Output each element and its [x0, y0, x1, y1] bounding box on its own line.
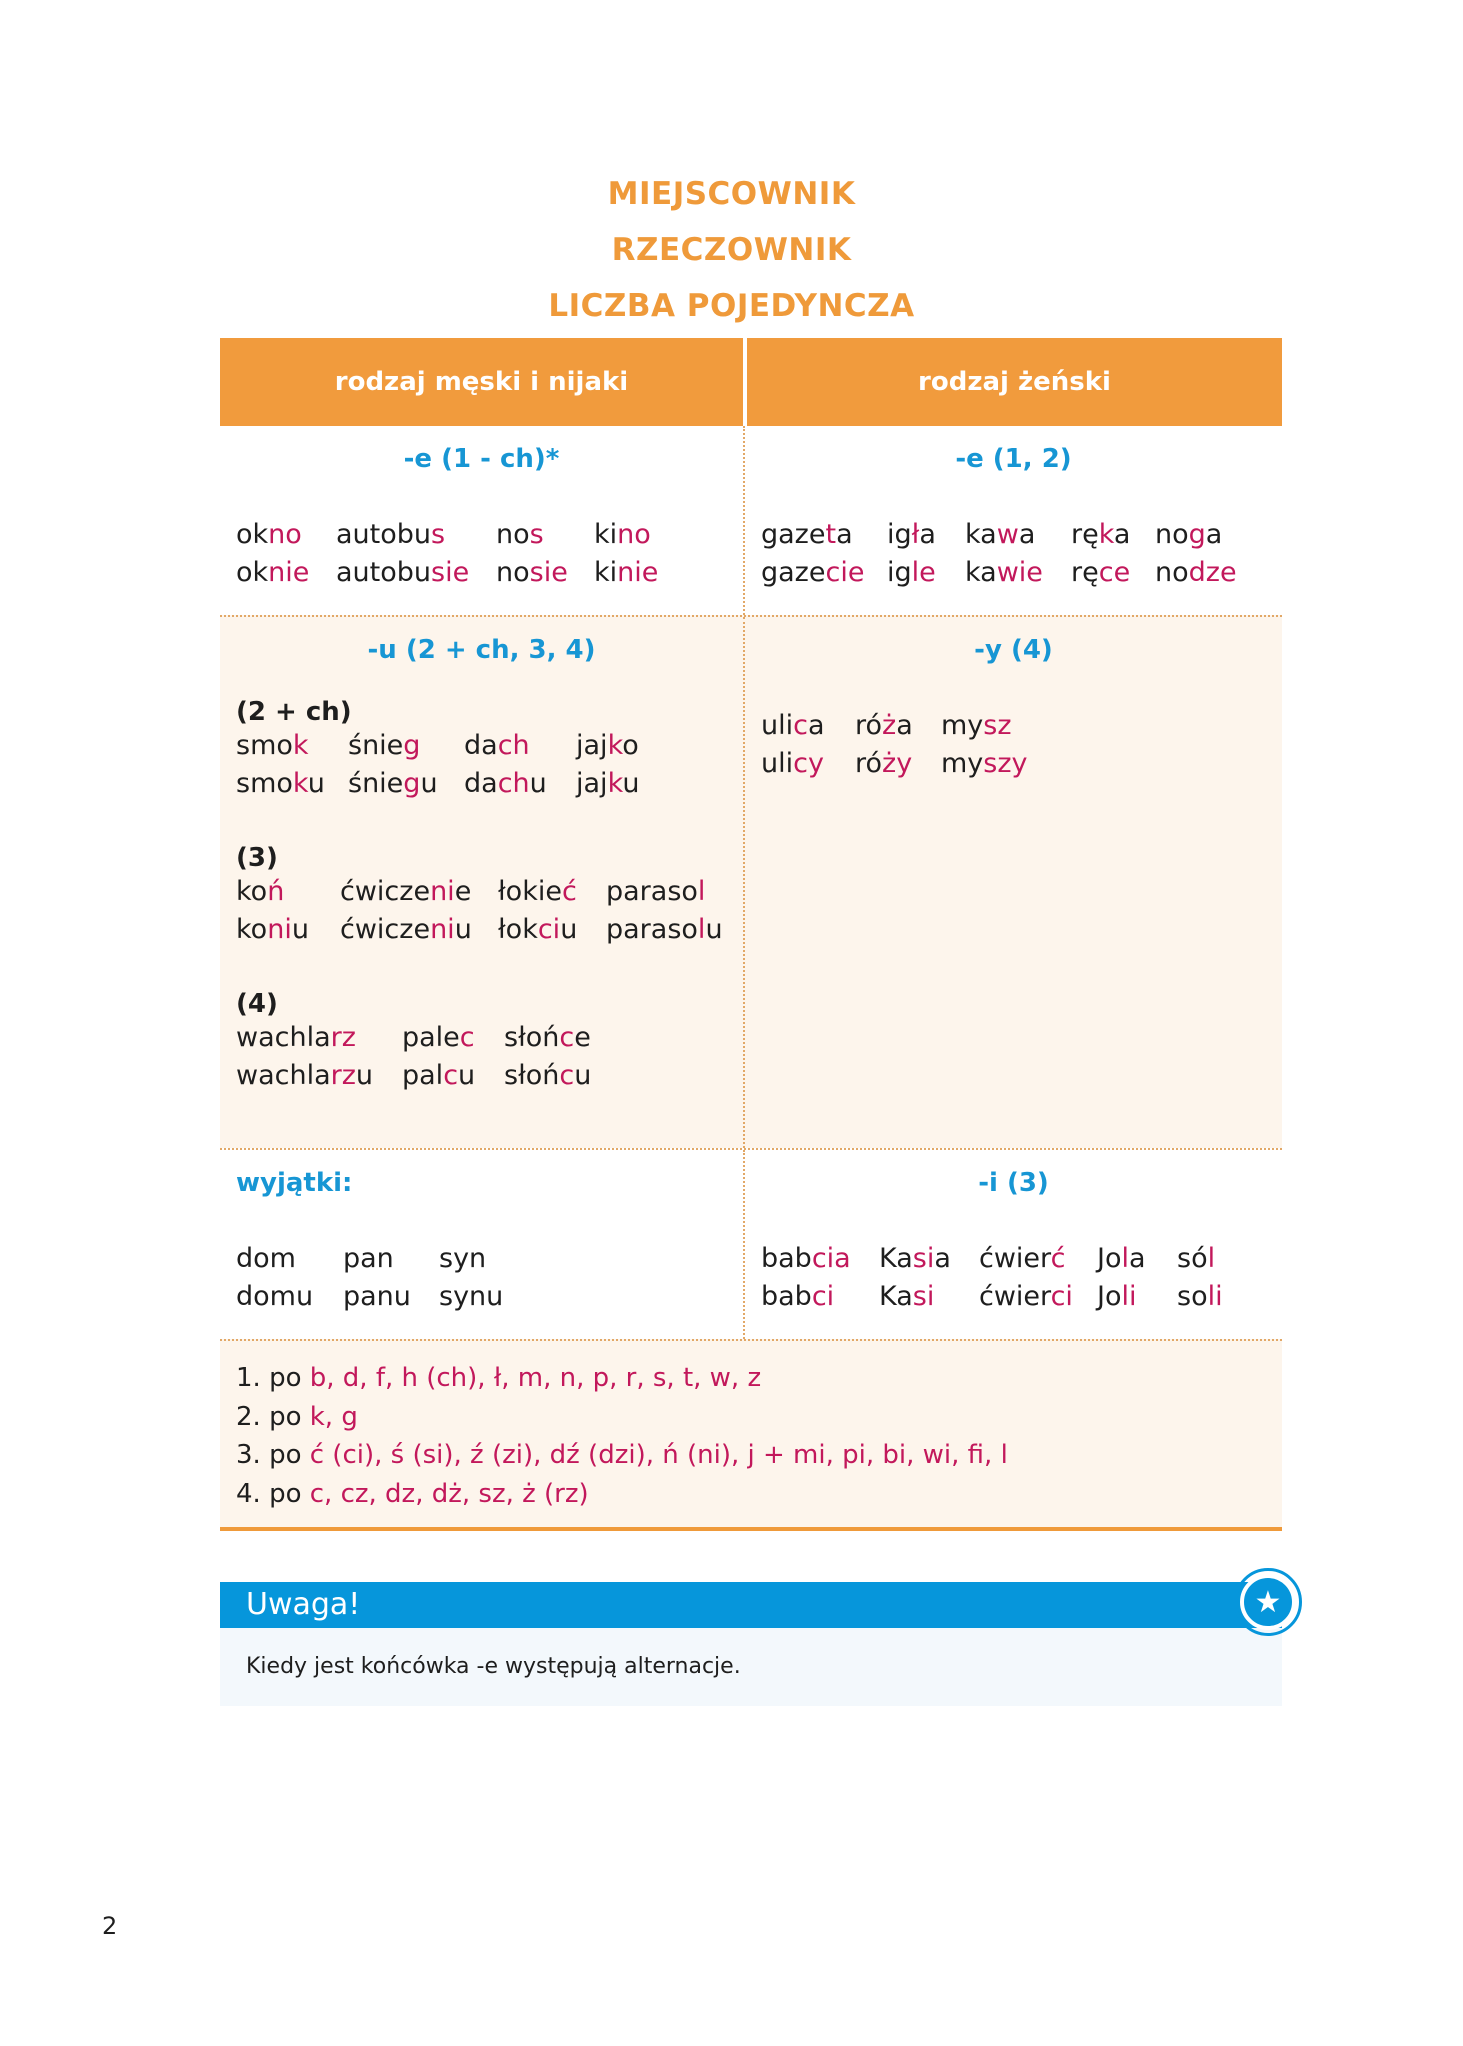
word	[606, 873, 727, 911]
word-part: e	[454, 876, 472, 907]
word-ending-highlight: ć	[561, 876, 577, 907]
word-part: pal	[402, 1060, 444, 1091]
word-part: u	[291, 914, 309, 945]
word-ending-highlight: ch	[497, 768, 530, 799]
word	[343, 1278, 439, 1316]
word-ending-highlight: sie	[431, 557, 470, 588]
word-part: gaze	[761, 519, 826, 550]
word	[336, 554, 496, 592]
word	[965, 516, 1071, 554]
word	[402, 1019, 504, 1057]
word-part: ćwier	[979, 1281, 1051, 1312]
word-grid	[761, 516, 1266, 592]
page-number: 2	[102, 1912, 118, 1940]
word-part: Jo	[1097, 1281, 1122, 1312]
word	[236, 1019, 402, 1057]
word	[1071, 516, 1155, 554]
group-label: (2 + ch)	[236, 697, 352, 727]
word-part: ró	[855, 748, 883, 779]
word	[348, 765, 464, 803]
word-part: a	[896, 710, 913, 741]
footnote-letters: c, cz, dz, dż, sz, ż (rz)	[309, 1478, 589, 1509]
word-grid	[236, 516, 727, 592]
word-ending-highlight: k	[607, 730, 623, 761]
word-part: rę	[1071, 557, 1099, 588]
word-grid	[761, 1240, 1266, 1316]
word	[941, 745, 1266, 783]
title-case: MIEJSCOWNIK	[607, 176, 856, 212]
word-part: da	[464, 730, 498, 761]
word-ending-highlight: k	[607, 768, 623, 799]
word	[761, 745, 855, 783]
word	[855, 745, 941, 783]
word-part: u	[458, 1060, 476, 1091]
word-part: u	[560, 914, 578, 945]
word-part: ko	[236, 876, 268, 907]
word-part: jaj	[576, 768, 608, 799]
word-part: bab	[761, 1281, 812, 1312]
footnote-letters: ć (ci), ś (si), ź (zi), dź (dzi), ń (ni), j + mi, pi, bi, wi, fi, l	[309, 1440, 1008, 1470]
footnote-letters: b, d, f, h (ch), ł, m, n, p, r, s, t, w, z	[309, 1363, 762, 1393]
group-label: (3)	[236, 843, 278, 873]
word-grid	[236, 727, 727, 803]
word-ending-highlight: no	[268, 519, 302, 550]
word-part: no	[496, 557, 530, 588]
word-part: ka	[965, 519, 997, 550]
word-part: no	[496, 519, 530, 550]
word-ending-highlight: nie	[617, 557, 659, 588]
word	[1097, 1240, 1177, 1278]
word-part: u	[420, 768, 438, 799]
star-icon: ★	[1240, 1574, 1296, 1630]
word-ending-highlight: wie	[996, 557, 1043, 588]
word-part: my	[941, 710, 984, 741]
word-part: no	[1155, 519, 1189, 550]
word	[504, 1057, 727, 1095]
word-ending-highlight: dze	[1188, 557, 1237, 588]
word-part: no	[1155, 557, 1189, 588]
word	[464, 765, 576, 803]
word-part: panu	[343, 1281, 411, 1312]
ending-label: -e (1 - ch)*	[403, 444, 560, 474]
word	[887, 516, 965, 554]
word-part: rę	[1071, 519, 1099, 550]
title-part-of-speech: RZECZOWNIK	[611, 232, 852, 268]
word-ending-highlight: w	[996, 519, 1019, 550]
word-part: uli	[761, 710, 794, 741]
word	[965, 554, 1071, 592]
word-ending-highlight: cia	[811, 1243, 851, 1274]
word-ending-highlight: cie	[825, 557, 865, 588]
table-row-u	[220, 615, 1282, 1148]
word-ending-highlight: ń	[267, 876, 285, 907]
cell-left	[220, 426, 745, 615]
word-part: ćwier	[979, 1243, 1051, 1274]
table-row-exceptions	[220, 1148, 1282, 1339]
word	[606, 911, 727, 949]
footnote-item	[236, 1359, 1266, 1398]
word-ending-highlight: ci	[537, 914, 561, 945]
word-part: Ka	[879, 1243, 913, 1274]
word	[1177, 1278, 1266, 1316]
word-part: ki	[594, 557, 618, 588]
word-part: Ka	[879, 1281, 913, 1312]
word-ending-highlight: rz	[330, 1060, 356, 1091]
word	[576, 765, 727, 803]
word-ending-highlight: sie	[529, 557, 568, 588]
word-part: a	[836, 519, 853, 550]
word-part: a	[919, 519, 936, 550]
ending-label: -e (1, 2)	[955, 444, 1072, 474]
word	[1155, 554, 1266, 592]
title-number: LICZBA POJEDYNCZA	[548, 288, 915, 324]
word-ending-highlight: ż	[882, 710, 897, 741]
word-part: a	[1018, 519, 1036, 550]
word	[1097, 1278, 1177, 1316]
word-part: synu	[439, 1281, 504, 1312]
word-part: pan	[343, 1243, 394, 1274]
word	[236, 911, 340, 949]
word-ending-highlight: ni	[430, 914, 455, 945]
word-ending-highlight: ć	[1050, 1243, 1066, 1274]
word-part: my	[941, 748, 984, 779]
word	[402, 1057, 504, 1095]
cell-right	[745, 1150, 1282, 1339]
word-ending-highlight: ci	[1050, 1281, 1073, 1312]
word-part: domu	[236, 1281, 314, 1312]
word	[504, 1019, 727, 1057]
word-ending-highlight: sz	[983, 710, 1012, 741]
group-list	[236, 697, 727, 1095]
word-part: słoń	[504, 1022, 560, 1053]
word-ending-highlight: g	[403, 730, 421, 761]
word-part: śnie	[348, 730, 404, 761]
word-ending-highlight: l	[697, 876, 706, 907]
word-group	[236, 697, 727, 803]
word-part: jaj	[576, 730, 608, 761]
word-part: wachla	[236, 1022, 331, 1053]
word-part: gaze	[761, 557, 826, 588]
word	[236, 554, 336, 592]
word-ending-highlight: si	[912, 1281, 935, 1312]
word-ending-highlight: g	[1188, 519, 1206, 550]
note-box	[220, 1582, 1282, 1706]
ending-label: -i (3)	[978, 1168, 1049, 1198]
word-part: e	[574, 1022, 591, 1053]
word-part: słoń	[504, 1060, 560, 1091]
word-ending-highlight: no	[617, 519, 651, 550]
word-part: paraso	[606, 876, 698, 907]
word-part: ko	[236, 914, 268, 945]
word	[464, 727, 576, 765]
word-ending-highlight: ch	[497, 730, 530, 761]
declension-table	[220, 338, 1282, 1531]
word-grid	[236, 873, 727, 949]
word	[761, 1278, 879, 1316]
word-part: śnie	[348, 768, 404, 799]
word-part: da	[464, 768, 498, 799]
word-part: a	[1129, 1243, 1146, 1274]
word	[576, 727, 727, 765]
word-ending-highlight: c	[793, 710, 808, 741]
word	[340, 873, 498, 911]
word-part: ok	[236, 557, 269, 588]
word	[336, 516, 496, 554]
footnote-prefix: 3. po	[236, 1440, 310, 1470]
word-ending-highlight: l	[1121, 1243, 1129, 1274]
footnote-prefix: 1. po	[236, 1363, 310, 1393]
word-group	[236, 989, 727, 1095]
word-part: pale	[402, 1022, 460, 1053]
footnote-prefix: 4. po	[236, 1478, 310, 1509]
word-part: a	[807, 710, 825, 741]
cell-left	[220, 617, 745, 1148]
word	[236, 1057, 402, 1095]
word-part: paraso	[606, 914, 698, 945]
word	[887, 554, 965, 592]
word-ending-highlight: l	[1207, 1243, 1216, 1274]
word	[348, 727, 464, 765]
word-part: ka	[965, 557, 997, 588]
word-part: u	[307, 768, 325, 799]
ending-label: -u (2 + ch, 3, 4)	[367, 635, 596, 665]
footnote-item	[236, 1398, 1266, 1437]
word-ending-highlight: nie	[268, 557, 310, 588]
word	[594, 554, 727, 592]
word-part: só	[1177, 1243, 1208, 1274]
word	[236, 1240, 343, 1278]
word-part: u	[622, 768, 640, 799]
word-part: u	[705, 914, 723, 945]
exceptions-label: wyjątki:	[236, 1168, 353, 1198]
word	[236, 727, 348, 765]
table-row-e	[220, 426, 1282, 615]
word-ending-highlight: ce	[1098, 557, 1131, 588]
word	[941, 707, 1266, 745]
word-part: so	[1177, 1281, 1208, 1312]
word-ending-highlight: szy	[983, 748, 1028, 779]
word-ending-highlight: rz	[330, 1022, 356, 1053]
word-part: autobu	[336, 557, 432, 588]
word-part: ig	[887, 519, 912, 550]
word-ending-highlight: c	[459, 1022, 475, 1053]
word-ending-highlight: li	[1207, 1281, 1223, 1312]
word-ending-highlight: ni	[267, 914, 292, 945]
word	[340, 911, 498, 949]
cell-right	[745, 426, 1282, 615]
word-part: u	[529, 768, 547, 799]
header-feminine: rodzaj żeński	[747, 338, 1282, 426]
word	[236, 765, 348, 803]
footnotes	[220, 1339, 1282, 1531]
word-ending-highlight: k	[292, 768, 308, 799]
word-part: ćwicze	[340, 876, 431, 907]
word-ending-highlight: ni	[430, 876, 455, 907]
word	[594, 516, 727, 554]
word	[761, 554, 887, 592]
word-ending-highlight: l	[697, 914, 706, 945]
ending-label: -y (4)	[974, 635, 1053, 665]
word	[498, 911, 606, 949]
word	[496, 554, 594, 592]
word-part: bab	[761, 1243, 812, 1274]
word-ending-highlight: g	[403, 768, 421, 799]
header-masc-neut: rodzaj męski i nijaki	[220, 338, 743, 426]
word-part: autobu	[336, 519, 432, 550]
word-ending-highlight: si	[912, 1243, 935, 1274]
word-part: ró	[855, 710, 883, 741]
word-part: smo	[236, 730, 293, 761]
word-part: ig	[887, 557, 912, 588]
word	[236, 873, 340, 911]
word	[496, 516, 594, 554]
footnote-item	[236, 1436, 1266, 1475]
word-group	[236, 843, 727, 949]
word	[343, 1240, 439, 1278]
footnote-prefix: 2. po	[236, 1401, 310, 1432]
cell-left	[220, 1150, 745, 1339]
word-ending-highlight: s	[431, 519, 446, 550]
word-ending-highlight: li	[1121, 1281, 1137, 1312]
word	[979, 1240, 1097, 1278]
word-part: a	[1113, 519, 1131, 550]
table-header	[220, 338, 1282, 426]
word-ending-highlight: k	[292, 730, 309, 761]
note-text: Kiedy jest końcówka -e występują alternacje.	[220, 1628, 1282, 1706]
word-part: dom	[236, 1243, 296, 1274]
word	[879, 1240, 979, 1278]
word-part: a	[1205, 519, 1223, 550]
word	[761, 1240, 879, 1278]
footnote-letters: k, g	[309, 1401, 358, 1432]
word-grid	[236, 1240, 727, 1316]
word-part: smo	[236, 768, 293, 799]
word	[439, 1278, 727, 1316]
word	[879, 1278, 979, 1316]
note-title: Uwaga!	[220, 1582, 1282, 1628]
word-ending-highlight: ł	[911, 519, 920, 550]
word	[236, 516, 336, 554]
word-part: a	[934, 1243, 951, 1274]
word	[236, 1278, 343, 1316]
word	[855, 707, 941, 745]
word-ending-highlight: ży	[882, 748, 913, 779]
word	[498, 873, 606, 911]
word-grid	[236, 1019, 727, 1095]
word-part: uli	[761, 748, 794, 779]
word-ending-highlight: c	[443, 1060, 459, 1091]
word	[761, 707, 855, 745]
word	[1177, 1240, 1266, 1278]
word-ending-highlight: c	[559, 1022, 575, 1053]
word-part: u	[454, 914, 472, 945]
word-ending-highlight: k	[1098, 519, 1114, 550]
word-ending-highlight: c	[559, 1060, 575, 1091]
word-part: wachla	[236, 1060, 331, 1091]
word	[761, 516, 887, 554]
word	[1155, 516, 1266, 554]
cell-right	[745, 617, 1282, 1148]
word	[979, 1278, 1097, 1316]
word-part: u	[355, 1060, 374, 1091]
word-part: o	[622, 730, 639, 761]
footnote-item	[236, 1475, 1266, 1514]
word-part: ćwicze	[340, 914, 431, 945]
word-part: syn	[439, 1243, 487, 1274]
word	[1071, 554, 1155, 592]
word-part: ki	[594, 519, 618, 550]
word-ending-highlight: cy	[793, 748, 824, 779]
group-label: (4)	[236, 989, 278, 1019]
page-titles	[0, 166, 1463, 334]
word-ending-highlight: le	[911, 557, 936, 588]
word-part: ok	[236, 519, 269, 550]
word-part: łok	[498, 914, 538, 945]
word-part: Jo	[1097, 1243, 1122, 1274]
word-grid	[761, 707, 1266, 783]
word-ending-highlight: t	[825, 519, 837, 550]
word-ending-highlight: s	[529, 519, 544, 550]
word-part: łokie	[498, 876, 562, 907]
word-ending-highlight: ci	[811, 1281, 835, 1312]
word-part: u	[574, 1060, 592, 1091]
word	[439, 1240, 727, 1278]
